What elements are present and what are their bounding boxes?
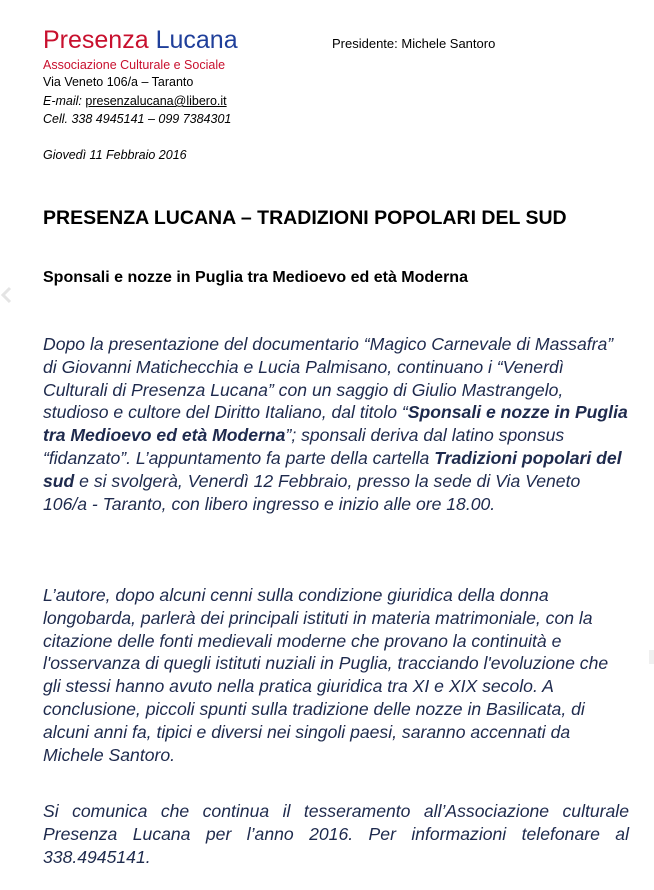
paragraph-1-bold-category: Tradizioni popolari del sud	[43, 447, 622, 491]
president-line: Presidente: Michele Santoro	[332, 36, 496, 51]
email-label: E-mail:	[43, 94, 86, 108]
organization-subtitle: Associazione Culturale e Sociale	[43, 58, 226, 72]
paragraph-1-text-c: e si svolgerà, Venerdì 12 Febbraio, presso la sede di Via Veneto 106/a - Taranto, con libero ingresso e inizio alle ore 18.00.	[43, 470, 581, 514]
email-line	[43, 93, 227, 109]
org-name-part1: Presenza	[43, 26, 149, 54]
document-date: Giovedì 11 Febbraio 2016	[43, 148, 187, 162]
org-name-part2: Lucana	[155, 26, 238, 54]
document-title: PRESENZA LUCANA – TRADIZIONI POPOLARI DEL SUD	[43, 207, 567, 229]
paragraph-1-text-b: ”; sponsali deriva dal latino sponsus “fidanzato”. L’appuntamento fa parte della cartella	[43, 425, 565, 468]
right-edge-mark-icon	[646, 650, 654, 664]
paragraph-1-text-a: Dopo la presentazione del documentario “Magico Carnevale di Massafra” di Giovanni Matichecchia e Lucia Palmisano, continuano i “Venerdì Culturali di Presenza Lucana” con un saggio di Giulio Mastrangelo, studioso e cultore del Diritto Italiano, dal titolo “	[43, 334, 614, 423]
paragraph-3: Si comunica che continua il tesseramento all’Associazione culturale Presenza Lucana per l’anno 2016. Per informazioni telefonare al 338.4945141.	[43, 801, 629, 867]
paragraph-2: L’autore, dopo alcuni cenni sulla condizione giuridica della donna longobarda, parlerà dei principali istituti in materia matrimoniale, con la citazione delle fonti medievali moderne che provano la continuità e l'osservanza di quegli istituti nuziali in Puglia, tracciando l'evoluzione che gli stessi hanno avuto nella pratica giuridica tra XI e XIX secolo. A conclusione, piccoli spunti sulla tradizione delle nozze in Basilicata, di alcuni anni fa, tipici e diversi nei singoli paesi, saranno accennati da Michele Santoro.	[43, 585, 609, 765]
phone-numbers: Cell. 338 4945141 – 099 7384301	[43, 112, 232, 126]
document-subtitle: Sponsali e nozze in Puglia tra Medioevo ed età Moderna	[43, 269, 468, 286]
left-edge-arrow-icon	[0, 284, 16, 306]
organization-name	[43, 25, 238, 55]
email-link[interactable]: presenzalucana@libero.it	[85, 94, 227, 108]
paragraph-1-bold-title: Sponsali e nozze in Puglia tra Medioevo ed età Moderna	[43, 402, 628, 446]
organization-address: Via Veneto 106/a – Taranto	[43, 75, 194, 89]
paragraph-1	[43, 333, 629, 515]
